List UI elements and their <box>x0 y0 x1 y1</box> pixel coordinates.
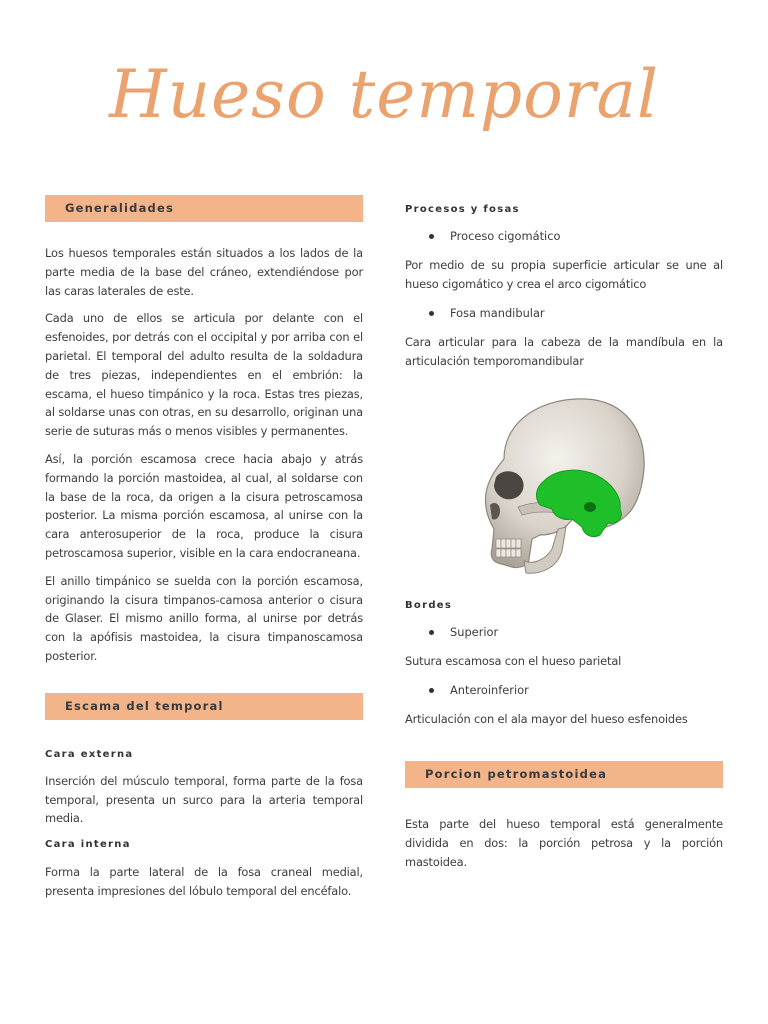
paragraph-cara-externa: Inserción del músculo temporal, forma parte de la fosa temporal, presenta un surco para la arteria temporal media. <box>45 773 363 826</box>
section-heading-petromastoidea: Porcion petromastoidea <box>405 761 723 788</box>
sub-heading-procesos: Procesos y fosas <box>405 204 520 215</box>
paragraph: Los huesos temporales están situados a los lados de la parte media de la base del cráneo, extendiéndose por las caras laterales de este. <box>45 246 363 298</box>
paragraph-petromastoidea: Esta parte del hueso temporal está generalmente dividida en dos: la porción petrosa y la porción mastoidea. <box>405 816 723 869</box>
skull-illustration <box>474 389 654 579</box>
bullet-item: Superior <box>405 623 723 642</box>
bullet-item: Anteroinferior <box>405 681 723 700</box>
paragraph: Articulación con el ala mayor del hueso esfenoides <box>405 712 688 727</box>
paragraph: Así, la porción escamosa crece hacia abajo y atrás formando la porción mastoidea, al cual, al soldarse con la base de la roca, da origen a la cisura petroscamosa posterior. La misma porción escamosa, al unirse con la cara anterosuperior de la roca, produce la cisura petroscamosa superior, visible en la cara endocraneana. <box>45 451 363 560</box>
paragraph: Cada uno de ellos se articula por delante con el esfenoides, por detrás con el occipital y por arriba con el parietal. El temporal del adulto resulta de la soldadura de tres piezas, independientes en el embrión: la escama, el hueso timpánico y la roca. Estas tres piezas, al soldarse unas con otras, en su desarrollo, originan una serie de suturas más o menos visibles y permanentes. <box>45 311 363 439</box>
teeth-row <box>496 539 521 557</box>
right-column <box>405 195 723 871</box>
paragraph: Cara articular para la cabeza de la mandíbula en la articulación temporomandibular <box>405 335 723 368</box>
bullet-item: Fosa mandibular <box>405 304 723 323</box>
sub-heading-bordes: Bordes <box>405 599 453 611</box>
sub-heading-cara-externa: Cara externa <box>45 748 134 760</box>
bullet-item: Proceso cigomático <box>405 227 723 246</box>
section-heading-escama: Escama del temporal <box>45 693 363 720</box>
paragraph: Sutura escamosa con el hueso parietal <box>405 653 622 668</box>
paragraph-cara-interna: Forma la parte lateral de la fosa craneal medial, presenta impresiones del lóbulo temporal del encéfalo. <box>45 865 363 898</box>
paragraph: Por medio de su propia superficie articular se une al hueso cigomático y crea el arco cigomático <box>405 257 723 291</box>
left-column <box>45 195 363 901</box>
ear-canal-shape <box>584 502 596 512</box>
sub-heading-cara-interna: Cara interna <box>45 839 131 851</box>
paragraph: El anillo timpánico se suelda con la porción escamosa, originando la cisura timpanos-camosa anterior o cisura de Glaser. El mismo anillo forma, al unirse por detrás con la apófisis mastoidea, la cisura timpanoscamosa posterior. <box>45 573 363 663</box>
section-heading-generalidades: Generalidades <box>45 195 363 222</box>
page-title: Hueso temporal <box>109 56 659 133</box>
